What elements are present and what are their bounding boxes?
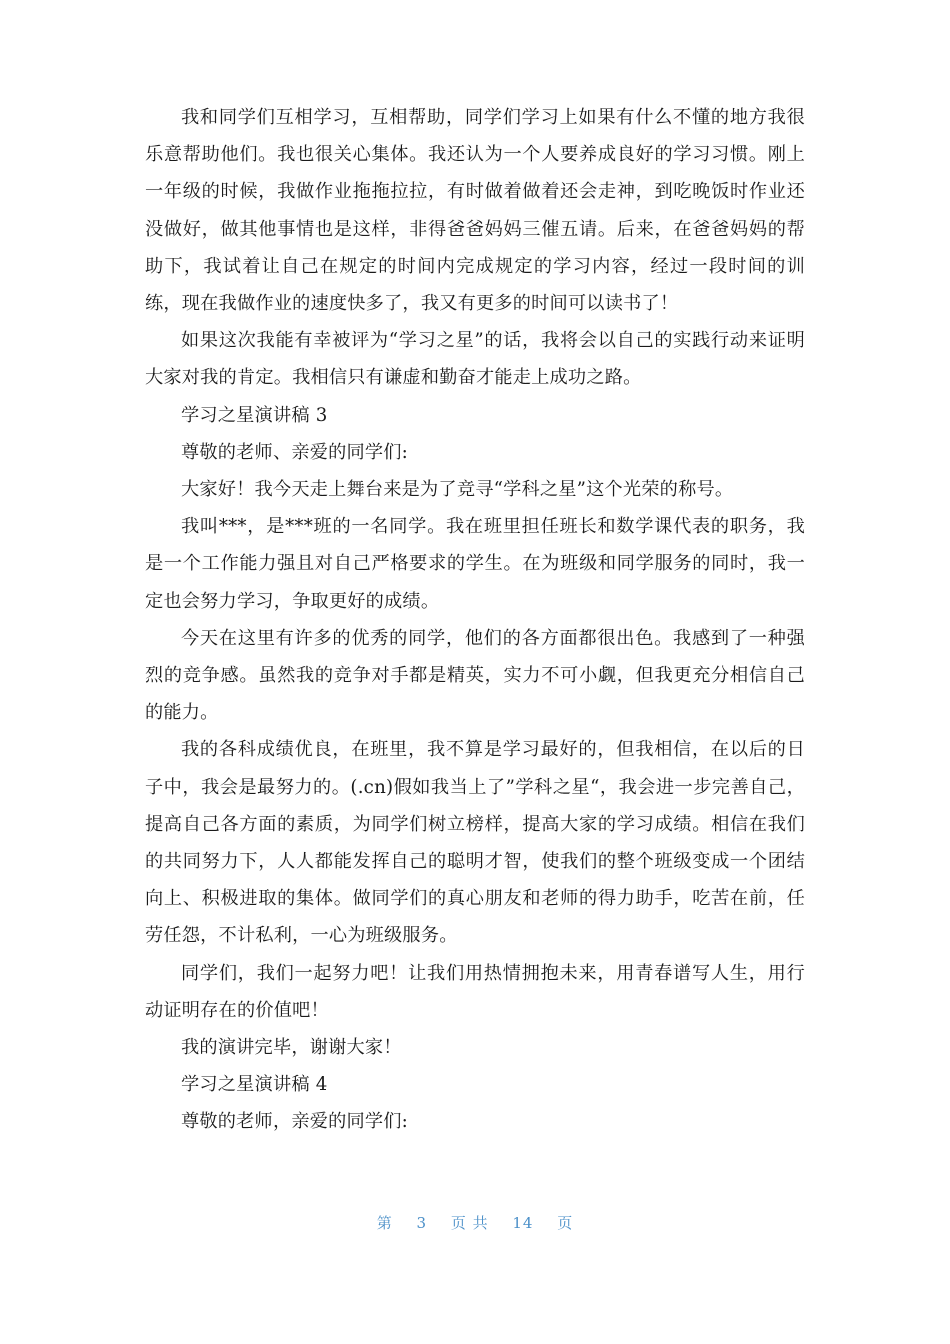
paragraph: 我叫***，是***班的一名同学。我在班里担任班长和数学课代表的职务，我是一个工作能力强且对自己严格要求的学生。在为班级和同学服务的同时，我一定也会努力学习，争取更好的成绩。 xyxy=(145,516,805,612)
paragraph: 如果这次我能有幸被评为“学习之星”的话，我将会以自己的实践行动来证明大家对我的肯定。我相信只有谦虚和勤奋才能走上成功之路。 xyxy=(145,330,805,389)
section-heading: 学习之星演讲稿 3 xyxy=(181,404,328,426)
paragraph: 我的各科成绩优良，在班里，我不算是学习最好的，但我相信，在以后的日子中，我会是最努力的。(.cn)假如我当上了”学科之星“，我会进一步完善自己，提高自己各方面的素质，为同学们树立榜样，提高大家的学习成绩。相信在我们的共同努力下，人人都能发挥自己的聪明才智，使我们的整个班级变成一个团结向上、积极进取的集体。做同学们的真心朋友和老师的得力助手，吃苦在前，任劳任怨，不计私利，一心为班级服务。 xyxy=(145,739,805,947)
section-heading: 学习之星演讲稿 4 xyxy=(181,1074,328,1096)
document-body xyxy=(145,99,805,1141)
footer-suffix: 页 xyxy=(557,1214,574,1232)
salutation: 尊敬的老师、亲爱的同学们: xyxy=(181,441,408,463)
footer-current-page: 3 xyxy=(416,1214,428,1232)
page-footer xyxy=(0,1212,950,1233)
salutation: 尊敬的老师，亲爱的同学们: xyxy=(181,1111,408,1133)
closing-line: 我的演讲完毕，谢谢大家！ xyxy=(181,1037,402,1059)
footer-middle: 页 共 xyxy=(450,1214,489,1232)
paragraph: 大家好！我今天走上舞台来是为了竞寻“学科之星”这个光荣的称号。 xyxy=(181,479,734,501)
footer-prefix: 第 xyxy=(376,1214,393,1232)
paragraph: 我和同学们互相学习，互相帮助，同学们学习上如果有什么不懂的地方我很乐意帮助他们。我也很关心集体。我还认为一个人要养成良好的学习习惯。刚上一年级的时候，我做作业拖拖拉拉，有时做着做着还会走神，到吃晚饭时作业还没做好，做其他事情也是这样，非得爸爸妈妈三催五请。后来，在爸爸妈妈的帮助下，我试着让自己在规定的时间内完成规定的学习内容，经过一段时间的训练，现在我做作业的速度快多了，我又有更多的时间可以读书了！ xyxy=(145,107,805,315)
footer-total-pages: 14 xyxy=(512,1214,534,1232)
paragraph: 同学们，我们一起努力吧！让我们用热情拥抱未来，用青春谱写人生，用行动证明存在的价值吧！ xyxy=(145,962,805,1021)
paragraph: 今天在这里有许多的优秀的同学，他们的各方面都很出色。我感到了一种强烈的竞争感。虽然我的竞争对手都是精英，实力不可小觑，但我更充分相信自己的能力。 xyxy=(145,627,805,724)
